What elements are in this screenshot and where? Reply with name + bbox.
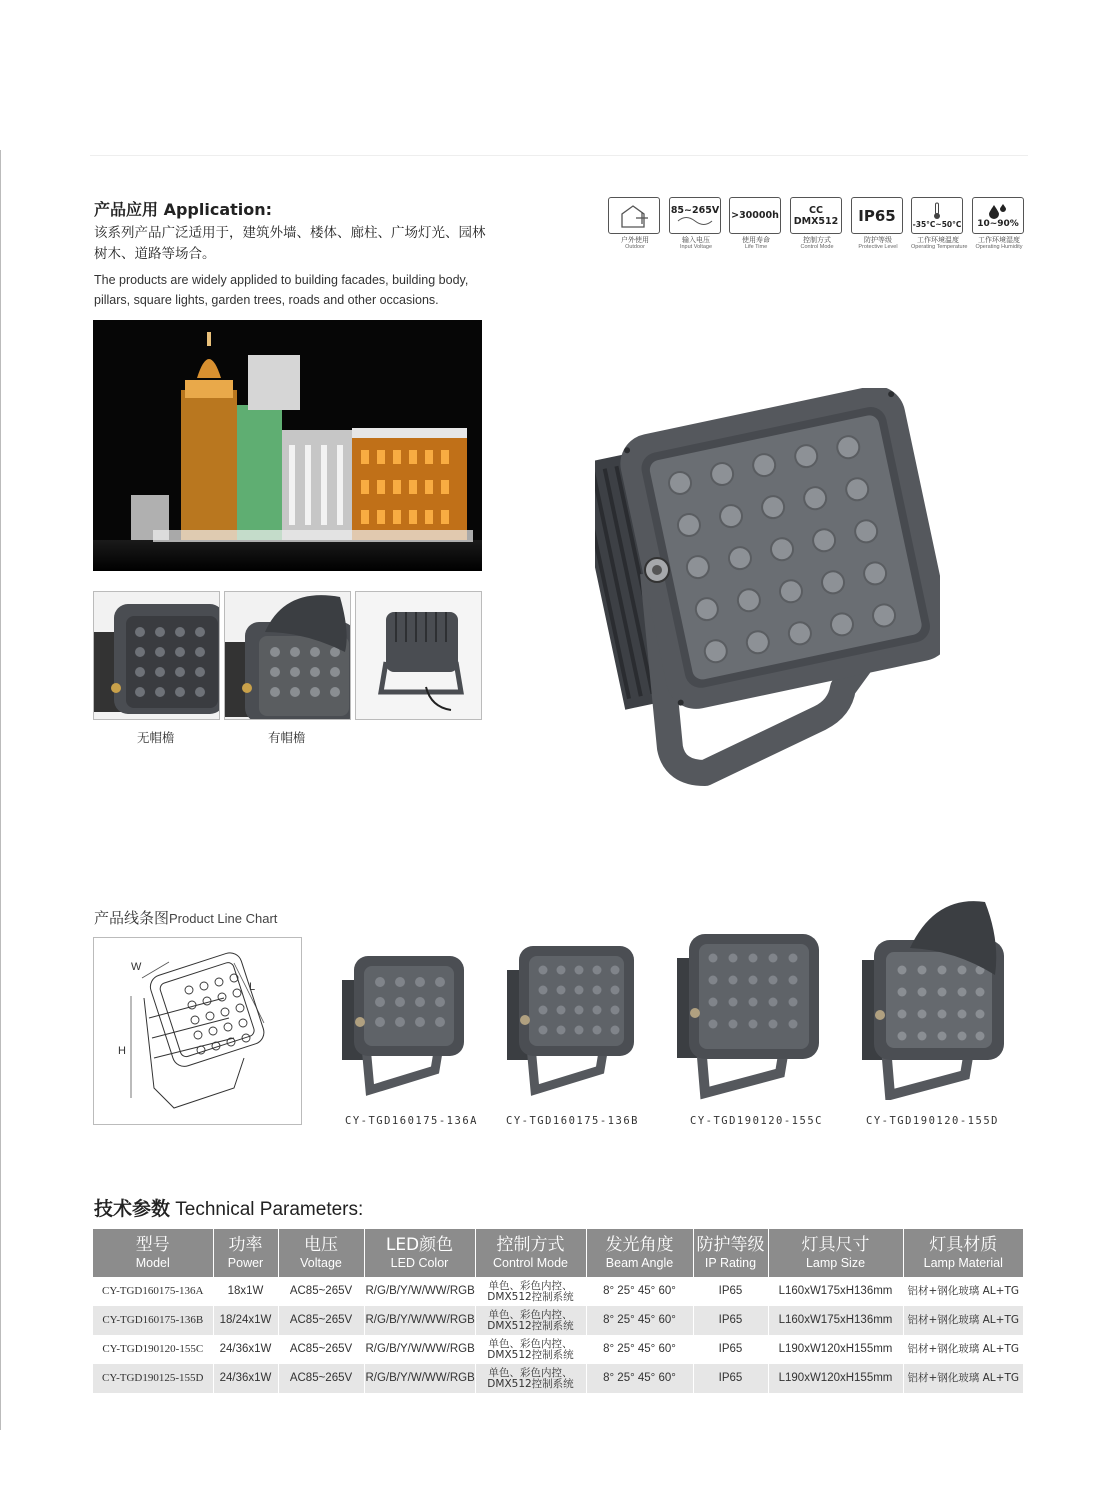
page-edge-rule <box>0 150 1 1430</box>
product-155d-image <box>860 900 1010 1100</box>
hero-product-image <box>595 388 940 786</box>
voltage-icon <box>676 216 714 226</box>
thumb-no-visor <box>93 591 220 720</box>
tech-params-title: 技术参数 Technical Parameters: <box>94 1198 364 1220</box>
feature-icons <box>608 197 1028 257</box>
dimension-drawing <box>93 937 302 1125</box>
table-row: CY-TGD190120-155C 24/36x1W AC85~265V R/G/B/Y/W/WW/RGB 单色、彩色内控、DMX512控制系统 8° 25° 45° 60° IP65 L190xW120xH155mm 铝材+钢化玻璃 AL+TG <box>93 1335 1023 1364</box>
col-model: 型号 Model <box>93 1229 213 1277</box>
feature-input-voltage: 85~265V 输入电压 Input Voltage <box>669 197 723 250</box>
model-caption-d: CY-TGD190120-155D <box>866 1115 999 1127</box>
col-ip-rating: 防护等级 IP Rating <box>693 1229 768 1277</box>
table-row: CY-TGD190125-155D 24/36x1W AC85~265V R/G/B/Y/W/WW/RGB 单色、彩色内控、DMX512控制系统 8° 25° 45° 60° IP65 L190xW120xH155mm 铝材+钢化玻璃 AL+TG <box>93 1364 1023 1393</box>
table-row: CY-TGD160175-136A 18x1W AC85~265V R/G/B/Y/W/WW/RGB 单色、彩色内控、DMX512控制系统 8° 25° 45° 60° IP65 L160xW175xH136mm 铝材+钢化玻璃 AL+TG <box>93 1277 1023 1306</box>
col-lamp-size: 灯具尺寸 Lamp Size <box>768 1229 903 1277</box>
thumb-rear-view <box>355 591 482 720</box>
model-caption-c: CY-TGD190120-155C <box>690 1115 823 1127</box>
header-rule <box>90 155 1028 156</box>
caption-with-visor: 有帽檐 <box>268 730 306 745</box>
building-night-photo <box>93 320 482 571</box>
feature-temperature: -35°C~50°C 工作环境温度 Operating Temperature <box>911 197 965 250</box>
col-control-mode: 控制方式 Control Mode <box>475 1229 586 1277</box>
col-beam-angle: 发光角度 Beam Angle <box>586 1229 693 1277</box>
product-155c-image <box>675 928 825 1100</box>
dim-label-w: W <box>131 961 142 973</box>
caption-no-visor: 无帽檐 <box>137 730 175 745</box>
thumb-with-visor <box>224 591 351 720</box>
col-led-color: LED颜色 LED Color <box>364 1229 475 1277</box>
application-title: 产品应用 Application: <box>94 200 273 219</box>
col-power: 功率 Power <box>213 1229 278 1277</box>
table-header-row <box>93 1229 1023 1277</box>
product-136a-image <box>340 950 470 1100</box>
feature-outdoor: 户外使用 Outdoor <box>608 197 662 250</box>
model-caption-b: CY-TGD160175-136B <box>506 1115 639 1127</box>
dim-label-l: L <box>249 981 256 993</box>
application-desc-en: The products are widely applided to building facades, building body, pillars, square lights, garden trees, roads and other occasions. <box>94 273 469 307</box>
model-caption-a: CY-TGD160175-136A <box>345 1115 478 1127</box>
col-voltage: 电压 Voltage <box>278 1229 364 1277</box>
table-row: CY-TGD160175-136B 18/24x1W AC85~265V R/G/B/Y/W/WW/RGB 单色、彩色内控、DMX512控制系统 8° 25° 45° 60° IP65 L160xW175xH136mm 铝材+钢化玻璃 AL+TG <box>93 1306 1023 1335</box>
feature-life-time: >30000h 使用寿命 Life Time <box>729 197 783 250</box>
droplet-icon <box>987 203 1009 219</box>
dim-label-h: H <box>118 1045 126 1057</box>
feature-ip-rating: IP65 防护等级 Protective Level <box>851 197 905 250</box>
tech-params-table <box>93 1229 1023 1393</box>
house-icon <box>608 197 660 234</box>
col-lamp-material: 灯具材质 Lamp Material <box>903 1229 1023 1277</box>
product-line-title: 产品线条图Product Line Chart <box>94 909 278 927</box>
feature-humidity: 10~90% 工作环境湿度 Operating Humidity <box>972 197 1026 250</box>
feature-control-mode: CC DMX512 控制方式 Control Mode <box>790 197 844 250</box>
product-136b-image <box>505 940 640 1100</box>
application-desc-cn: 该系列产品广泛适用于，建筑外墙、楼体、廊柱、广场灯光、园林树木、道路等场合。 <box>94 225 486 262</box>
thermometer-icon <box>932 202 942 220</box>
